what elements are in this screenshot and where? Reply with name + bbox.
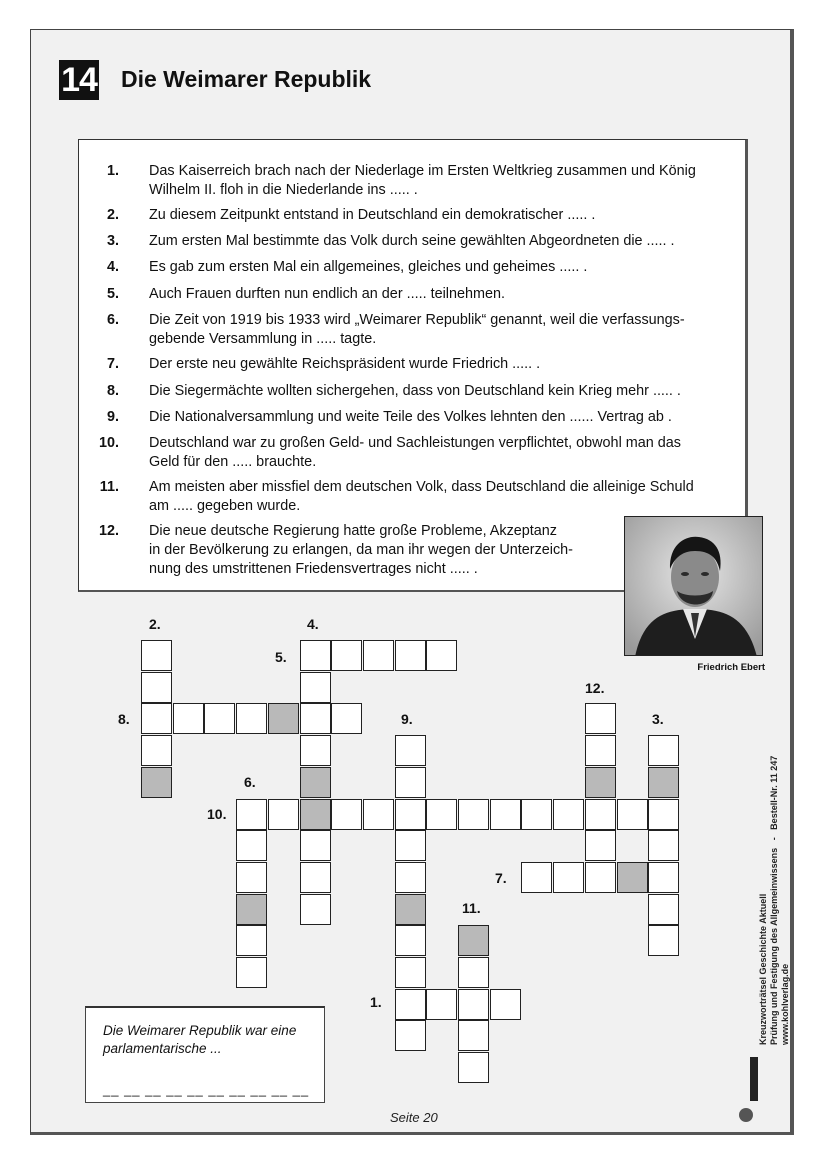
clue-number: 6. (106, 312, 119, 328)
crossword-cell[interactable] (300, 830, 331, 861)
side-line-3: www.kohlverlag.de (780, 963, 790, 1045)
crossword-cell[interactable] (426, 640, 457, 671)
crossword-cell[interactable] (395, 1020, 426, 1051)
crossword-number-label: 4. (307, 616, 319, 632)
crossword-cell[interactable] (585, 703, 616, 734)
crossword-cell[interactable] (141, 735, 172, 766)
crossword-cell[interactable] (300, 735, 331, 766)
crossword-cell[interactable] (268, 799, 299, 830)
publisher-logo-icon (738, 1055, 760, 1125)
clue-text: Es gab zum ersten Mal ein allgemeines, gleiches und geheimes ..... . (149, 259, 588, 275)
crossword-cell[interactable] (141, 672, 172, 703)
crossword-cell[interactable] (458, 1020, 489, 1051)
crossword-cell[interactable] (300, 640, 331, 671)
clue-text: Der erste neu gewählte Reichspräsident wurde Friedrich ..... . (149, 356, 541, 372)
crossword-cell[interactable] (585, 799, 616, 830)
crossword-cell[interactable] (363, 799, 394, 830)
portrait-photo (624, 516, 763, 656)
side-imprint (758, 756, 791, 1045)
clue-number: 12. (98, 523, 119, 539)
crossword-solution-cell[interactable] (648, 767, 679, 798)
crossword-number-label: 1. (370, 994, 382, 1010)
side-line-2: Prüfung und Festigung des Allgemeinwissens - Bestell-Nr. 11 247 (769, 755, 779, 1045)
solution-box (85, 1006, 325, 1103)
crossword-cell[interactable] (331, 703, 362, 734)
crossword-cell[interactable] (521, 799, 552, 830)
clue-number: 8. (106, 383, 119, 399)
crossword-cell[interactable] (236, 799, 267, 830)
crossword-number-label: 3. (652, 711, 664, 727)
crossword-number-label: 9. (401, 711, 413, 727)
clue-text: Zum ersten Mal bestimmte das Volk durch seine gewählten Abgeordneten die ..... . (149, 233, 675, 249)
solution-prompt: Die Weimarer Republik war eine parlamentarische ... (103, 1023, 297, 1056)
crossword-solution-cell[interactable] (395, 894, 426, 925)
clue-number: 2. (106, 207, 119, 223)
crossword-cell[interactable] (141, 703, 172, 734)
crossword-cell[interactable] (426, 989, 457, 1020)
crossword-number-label: 10. (207, 806, 227, 822)
crossword-cell[interactable] (617, 799, 648, 830)
crossword-cell[interactable] (395, 862, 426, 893)
crossword-cell[interactable] (395, 925, 426, 956)
crossword-cell[interactable] (236, 925, 267, 956)
crossword-number-label: 2. (149, 616, 161, 632)
crossword-cell[interactable] (648, 925, 679, 956)
clue-text: Die Zeit von 1919 bis 1933 wird „Weimarer Republik“ genannt, weil die verfassungs- gebende Versammlung in ..... tagte. (149, 312, 685, 347)
crossword-cell[interactable] (521, 862, 552, 893)
crossword-solution-cell[interactable] (141, 767, 172, 798)
crossword-solution-cell[interactable] (458, 925, 489, 956)
crossword-number-label: 6. (244, 774, 256, 790)
portrait-image (625, 517, 763, 656)
clue-number: 5. (106, 286, 119, 302)
crossword-cell[interactable] (236, 830, 267, 861)
crossword-cell[interactable] (204, 703, 235, 734)
crossword-solution-cell[interactable] (268, 703, 299, 734)
clue-number: 10. (98, 435, 119, 451)
clue-number: 1. (106, 163, 119, 179)
crossword-cell[interactable] (395, 830, 426, 861)
crossword-cell[interactable] (395, 799, 426, 830)
clue-number: 3. (106, 233, 119, 249)
crossword-cell[interactable] (648, 862, 679, 893)
side-line-1: Kreuzworträtsel Geschichte Aktuell (758, 893, 768, 1045)
crossword-number-label: 12. (585, 680, 605, 696)
clue-text: Am meisten aber missfiel dem deutschen Volk, dass Deutschland die alleinige Schuld am ..... gegeben wurde. (149, 479, 694, 514)
crossword-solution-cell[interactable] (300, 799, 331, 830)
crossword-cell[interactable] (236, 862, 267, 893)
page-number: Seite 20 (390, 1110, 438, 1125)
crossword-number-label: 8. (118, 711, 130, 727)
clue-text: Auch Frauen durften nun endlich an der ..... teilnehmen. (149, 286, 505, 302)
crossword-cell[interactable] (395, 767, 426, 798)
crossword-cell[interactable] (300, 894, 331, 925)
crossword-cell[interactable] (141, 640, 172, 671)
clue-number: 11. (99, 479, 119, 495)
page-title: Die Weimarer Republik (121, 66, 372, 92)
crossword-cell[interactable] (300, 862, 331, 893)
crossword-cell[interactable] (490, 989, 521, 1020)
crossword-cell[interactable] (458, 799, 489, 830)
crossword-solution-cell[interactable] (585, 767, 616, 798)
crossword-cell[interactable] (395, 735, 426, 766)
clue-text: Deutschland war zu großen Geld- und Sachleistungen verpflichtet, obwohl man das Geld für den ..... brauchte. (149, 435, 681, 470)
crossword-cell[interactable] (236, 957, 267, 988)
crossword-cell[interactable] (458, 989, 489, 1020)
crossword-cell[interactable] (363, 640, 394, 671)
clue-number: 7. (106, 356, 119, 372)
crossword-number-label: 7. (495, 870, 507, 886)
crossword-solution-cell[interactable] (236, 894, 267, 925)
crossword-solution-cell[interactable] (300, 767, 331, 798)
crossword-number-label: 5. (275, 649, 287, 665)
crossword-cell[interactable] (585, 735, 616, 766)
clue-text: Das Kaiserreich brach nach der Niederlage im Ersten Weltkrieg zusammen und König Wilhelm II. floh in die Niederlande ins ..... . (149, 163, 696, 198)
clue-number: 4. (106, 259, 119, 275)
crossword-cell[interactable] (648, 799, 679, 830)
crossword-cell[interactable] (648, 735, 679, 766)
crossword-cell[interactable] (648, 830, 679, 861)
clue-text: Zu diesem Zeitpunkt entstand in Deutschland ein demokratischer ..... . (149, 207, 596, 223)
crossword-cell[interactable] (395, 989, 426, 1020)
crossword-cell[interactable] (395, 957, 426, 988)
crossword-solution-cell[interactable] (617, 862, 648, 893)
crossword-cell[interactable] (553, 862, 584, 893)
solution-blanks[interactable]: __ __ __ __ __ __ __ __ __ __ (103, 1082, 310, 1097)
clue-number: 9. (106, 409, 119, 425)
worksheet-number: 14 (59, 60, 99, 100)
photo-caption: Friedrich Ebert (697, 662, 765, 673)
crossword-cell[interactable] (648, 894, 679, 925)
crossword-cell[interactable] (395, 640, 426, 671)
clue-text: Die Siegermächte wollten sichergehen, dass von Deutschland kein Krieg mehr ..... . (149, 383, 681, 399)
crossword-cell[interactable] (490, 799, 521, 830)
crossword-cell[interactable] (173, 703, 204, 734)
crossword-cell[interactable] (458, 957, 489, 988)
clue-text: Die Nationalversammlung und weite Teile des Volkes lehnten den ...... Vertrag ab . (149, 409, 672, 425)
crossword-cell[interactable] (331, 799, 362, 830)
crossword-number-label: 11. (462, 900, 481, 916)
crossword-cell[interactable] (236, 703, 267, 734)
crossword-cell[interactable] (331, 640, 362, 671)
crossword-cell[interactable] (585, 830, 616, 861)
crossword-cell[interactable] (426, 799, 457, 830)
crossword-cell[interactable] (300, 703, 331, 734)
crossword-cell[interactable] (300, 672, 331, 703)
crossword-cell[interactable] (458, 1052, 489, 1083)
clue-text: Die neue deutsche Regierung hatte große Probleme, Akzeptanz in der Bevölkerung zu erlangen, da man ihr wegen der Unterzeich- nung des umstrittenen Friedensvertrages nicht ..... . (149, 523, 573, 577)
crossword-cell[interactable] (585, 862, 616, 893)
crossword-cell[interactable] (553, 799, 584, 830)
